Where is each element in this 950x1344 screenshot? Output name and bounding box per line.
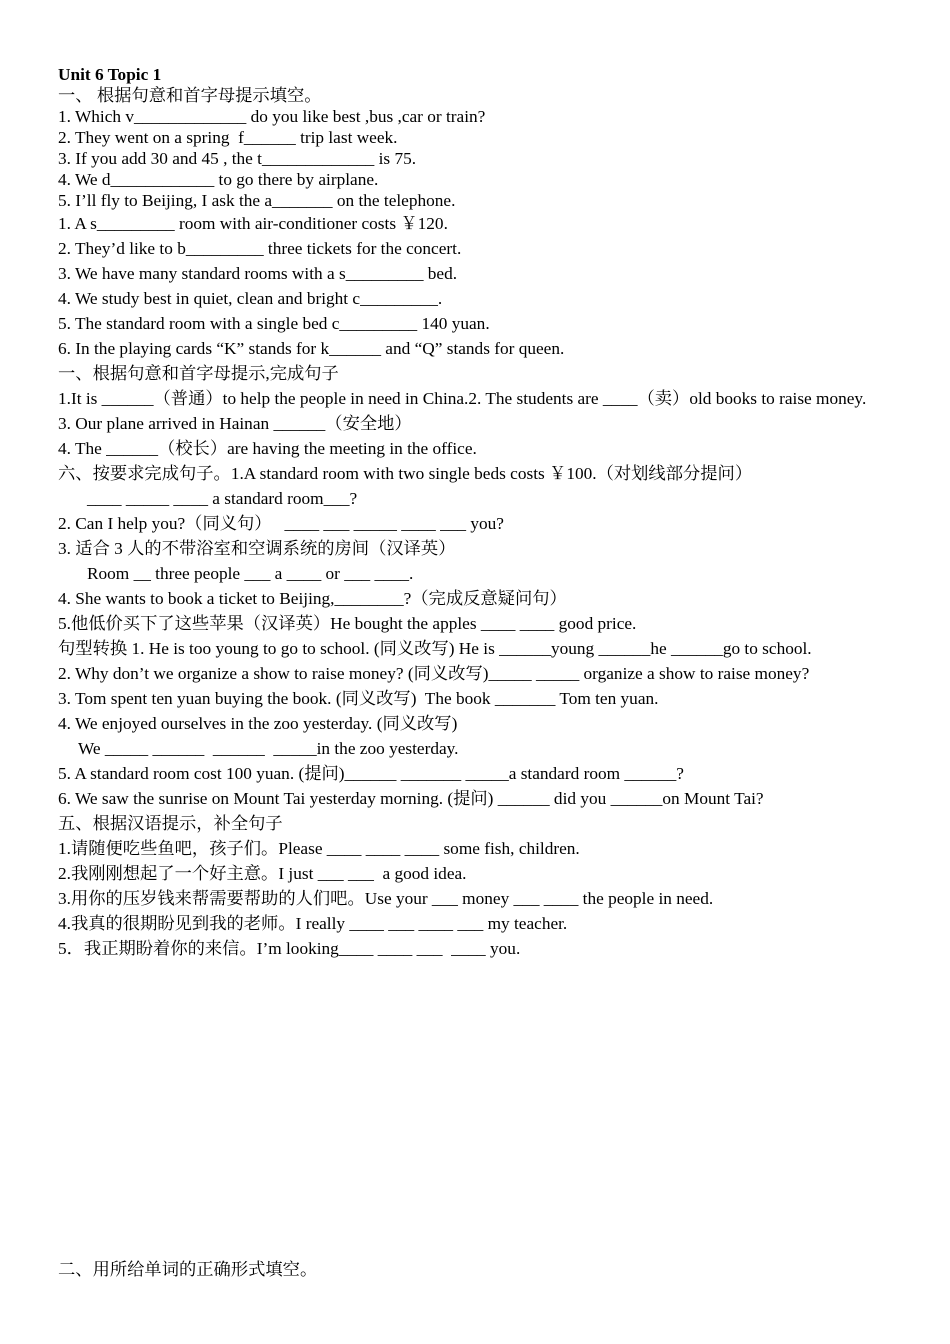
exercise-line: 3. Our plane arrived in Hainan ______（安全地）: [58, 414, 412, 433]
exercise-line: 4. The ______（校长）are having the meeting in the office.: [58, 439, 477, 458]
exercise-line: 6. In the playing cards “K” stands for k______ and “Q” stands for queen.: [58, 339, 565, 358]
exercise-line: 4. She wants to book a ticket to Beijing,________?（完成反意疑问句）: [58, 589, 567, 608]
exercise-line: 4. We d____________ to go there by airplane.: [58, 170, 379, 189]
exercise-line: 3. If you add 30 and 45 , the t_____________ is 75.: [58, 149, 417, 168]
exercise-line: ____ _____ ____ a standard room___?: [87, 489, 358, 508]
exercise-line: 5．我正期盼着你的来信。I’m looking____ ____ ___ ____ you.: [58, 939, 521, 958]
exercise-line: 2. Why don’t we organize a show to raise money? (同义改写)_____ _____ organize a show to raise money?: [58, 664, 810, 683]
exercise-line: 句型转换 1. He is too young to go to school. (同义改写) He is ______young ______he ______go to school.: [58, 639, 812, 658]
worksheet-title: Unit 6 Topic 1: [58, 65, 162, 84]
exercise-line: 1. Which v_____________ do you like best ,bus ,car or train?: [58, 107, 486, 126]
exercise-line: 4. We enjoyed ourselves in the zoo yesterday. (同义改写): [58, 714, 458, 733]
exercise-line: 4. We study best in quiet, clean and bright c_________.: [58, 289, 443, 308]
exercise-line: 5. The standard room with a single bed c_________ 140 yuan.: [58, 314, 490, 333]
exercise-line: 4.我真的很期盼见到我的老师。I really ____ ___ ____ ___ my teacher.: [58, 914, 568, 933]
section-e-heading: 五、根据汉语提示，补全句子: [58, 814, 283, 833]
exercise-line: Room __ three people ___ a ____ or ___ ____.: [87, 564, 414, 583]
section-a-heading: 一、 根据句意和首字母提示填空。: [58, 86, 322, 105]
exercise-line: 1.请随便吃些鱼吧，孩子们。Please ____ ____ ____ some fish, children.: [58, 839, 580, 858]
worksheet: [58, 64, 900, 961]
exercise-line: We _____ ______ ______ _____in the zoo yesterday.: [78, 739, 459, 758]
exercise-line: 6. We saw the sunrise on Mount Tai yesterday morning. (提问) ______ did you ______on Mount Tai?: [58, 789, 764, 808]
exercise-line: 1.It is ______（普通）to help the people in need in China.2. The students are ____（卖）old books to raise money.: [58, 389, 867, 408]
section-f-heading: 二、用所给单词的正确形式填空。: [58, 1260, 318, 1279]
exercise-line: 5.他低价买下了这些苹果（汉译英）He bought the apples ____ ____ good price.: [58, 614, 637, 633]
exercise-line: 3. 适合 3 人的不带浴室和空调系统的房间（汉译英）: [58, 539, 456, 558]
exercise-line: 2. Can I help you?（同义句） ____ ___ _____ ____ ___ you?: [58, 514, 504, 533]
exercise-line: 2. They went on a spring f______ trip last week.: [58, 128, 398, 147]
exercise-line: 2. They’d like to b_________ three tickets for the concert.: [58, 239, 462, 258]
exercise-line: 5. A standard room cost 100 yuan. (提问)______ _______ _____a standard room ______?: [58, 764, 684, 783]
exercise-line: 3. We have many standard rooms with a s_________ bed.: [58, 264, 458, 283]
exercise-line: 2.我刚刚想起了一个好主意。I just ___ ___ a good idea.: [58, 864, 467, 883]
exercise-line: 1. A s_________ room with air-conditioner costs ￥120.: [58, 214, 448, 233]
section-b-heading: 一、根据句意和首字母提示,完成句子: [58, 364, 339, 383]
exercise-line: 3.用你的压岁钱来帮需要帮助的人们吧。Use your ___ money ___ ____ the people in need.: [58, 889, 714, 908]
exercise-line: 3. Tom spent ten yuan buying the book. (同义改写) The book _______ Tom ten yuan.: [58, 689, 659, 708]
exercise-line: 5. I’ll fly to Beijing, I ask the a_______ on the telephone.: [58, 191, 456, 210]
section-c-heading: 六、按要求完成句子。1.A standard room with two single beds costs ￥100.（对划线部分提问）: [58, 464, 753, 483]
